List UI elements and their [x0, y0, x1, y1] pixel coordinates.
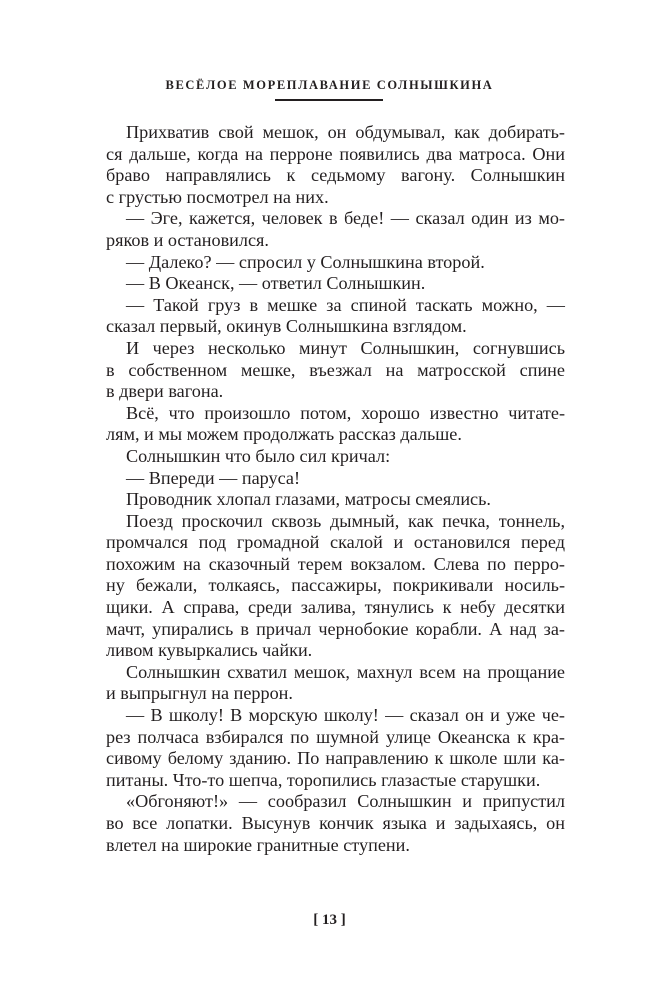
header-rule — [275, 99, 383, 101]
text-line: ну бежали, толкаясь, пассажиры, покрикивали носиль- — [106, 575, 565, 596]
text-line: Всё, что произошло потом, хорошо известно читате- — [126, 402, 565, 423]
text-line: сказал первый, окинув Солнышкина взглядом. — [106, 316, 467, 337]
text-line: Солнышкин схватил мешок, махнул всем на прощание — [126, 661, 565, 682]
text-line: щики. А справа, среди залива, тянулись к небу десятки — [106, 597, 565, 618]
text-line: лям, и мы можем продолжать рассказ дальше. — [106, 424, 462, 445]
text-line: — Далеко? — спросил у Солнышкина второй. — [126, 251, 485, 272]
text-line: ливом кувыркались чайки. — [106, 640, 313, 661]
text-line: мачт, упирались в причал чернобокие корабли. А над за- — [106, 618, 565, 639]
text-line: ряков и остановился. — [106, 229, 269, 250]
text-line: — Впереди — паруса! — [126, 467, 301, 488]
running-head: ВЕСЁЛОЕ МОРЕПЛАВАНИЕ СОЛНЫШКИНА — [165, 78, 494, 92]
text-line: — В Океанск, — ответил Солнышкин. — [126, 273, 426, 294]
text-line: промчался под громадной скалой и остановился перед — [106, 532, 565, 553]
text-line: Прихватив свой мешок, он обдумывал, как добирать- — [126, 122, 565, 142]
text-line: в двери вагона. — [106, 381, 224, 402]
text-line: сивому белому зданию. По направлению к школе шли ка- — [106, 748, 565, 769]
text-line: — В школу! В морскую школу! — сказал он и уже че- — [126, 705, 565, 726]
text-line: Проводник хлопал глазами, матросы смеялись. — [126, 489, 491, 510]
text-line: — Такой груз в мешке за спиной таскать можно, — — [126, 294, 565, 315]
text-line: во все лопатки. Высунув кончик языка и задыхаясь, он — [106, 813, 565, 833]
text-line: браво направлялись к седьмому вагону. Солнышкин — [106, 165, 565, 186]
text-line: рез полчаса взбирался по шумной улице Океанска к кра- — [106, 726, 565, 747]
text-line: И через несколько минут Солнышкин, согнувшись — [126, 337, 565, 358]
body-text — [106, 122, 565, 856]
text-line: с грустью посмотрел на них. — [106, 186, 329, 207]
text-line: ся дальше, когда на перроне появились два матроса. Они — [106, 143, 565, 164]
text-line: в собственном мешке, въезжал на матросской спине — [106, 359, 565, 380]
text-line: Солнышкин что было сил кричал: — [126, 445, 391, 466]
text-line: «Обгоняют!» — сообразил Солнышкин и припустил — [126, 791, 565, 812]
page-number: [ 13 ] — [313, 912, 346, 928]
text-line: Поезд проскочил сквозь дымный, как печка, тоннель, — [126, 510, 565, 531]
text-line: питаны. Что-то шепча, торопились глазастые старушки. — [106, 769, 541, 790]
text-line: похожим на сказочный терем вокзалом. Слева по перро- — [106, 553, 565, 574]
text-line: влетел на широкие гранитные ступени. — [106, 834, 410, 855]
text-line: и выпрыгнул на перрон. — [106, 683, 293, 704]
text-line: — Эге, кажется, человек в беде! — сказал один из мо- — [126, 208, 565, 229]
